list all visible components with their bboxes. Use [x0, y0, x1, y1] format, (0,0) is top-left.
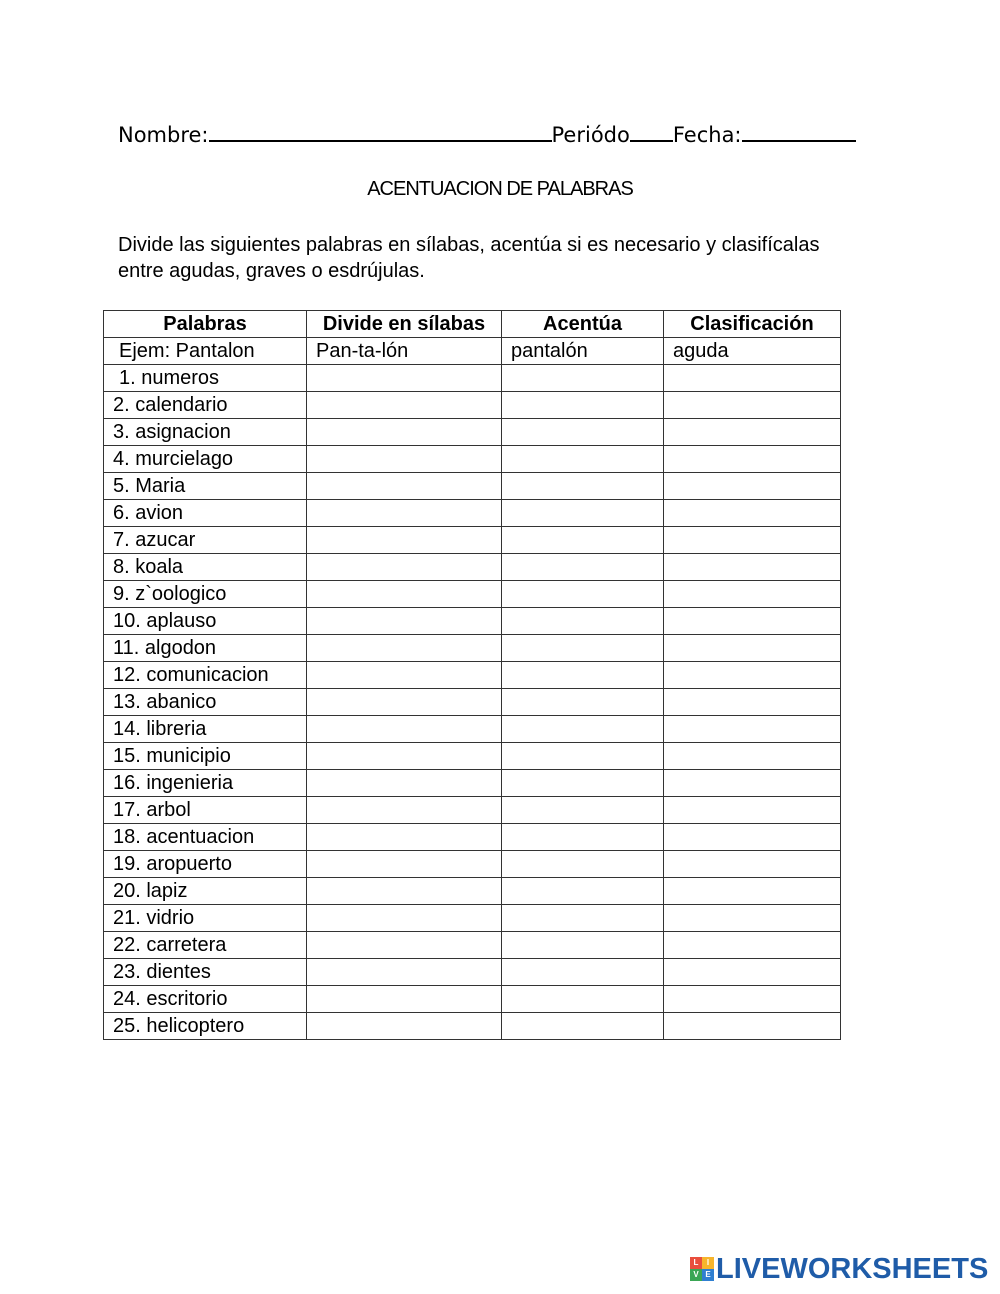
syllables-input[interactable] [307, 878, 502, 905]
classification-input[interactable] [664, 446, 841, 473]
table-row [104, 932, 841, 959]
word-cell: 2. calendario [104, 392, 307, 419]
accent-input[interactable] [502, 608, 664, 635]
syllables-input[interactable] [307, 554, 502, 581]
accent-input[interactable] [502, 635, 664, 662]
classification-input[interactable] [664, 500, 841, 527]
syllables-input[interactable] [307, 743, 502, 770]
logo-letter-e: E [702, 1269, 714, 1281]
syllables-input[interactable] [307, 959, 502, 986]
table-row [104, 743, 841, 770]
table-row [104, 635, 841, 662]
logo-letter-l: L [690, 1257, 702, 1269]
accent-input[interactable] [502, 797, 664, 824]
classification-input[interactable] [664, 635, 841, 662]
accent-input[interactable] [502, 419, 664, 446]
date-label: Fecha: [672, 123, 742, 147]
table-row [104, 608, 841, 635]
classification-input[interactable] [664, 554, 841, 581]
words-table [103, 310, 841, 1040]
table-row [104, 959, 841, 986]
example-accent: pantalón [502, 338, 664, 365]
classification-input[interactable] [664, 932, 841, 959]
word-cell: 9. z`oologico [104, 581, 307, 608]
classification-input[interactable] [664, 878, 841, 905]
syllables-input[interactable] [307, 1013, 502, 1040]
syllables-input[interactable] [307, 905, 502, 932]
classification-input[interactable] [664, 743, 841, 770]
accent-input[interactable] [502, 878, 664, 905]
syllables-input[interactable] [307, 500, 502, 527]
name-label: Nombre: [118, 123, 209, 147]
table-row [104, 878, 841, 905]
word-cell: 7. azucar [104, 527, 307, 554]
table-row [104, 473, 841, 500]
classification-input[interactable] [664, 851, 841, 878]
accent-input[interactable] [502, 932, 664, 959]
syllables-input[interactable] [307, 797, 502, 824]
accent-input[interactable] [502, 986, 664, 1013]
syllables-input[interactable] [307, 527, 502, 554]
word-cell: 12. comunicacion [104, 662, 307, 689]
table-row [104, 986, 841, 1013]
accent-input[interactable] [502, 662, 664, 689]
syllables-input[interactable] [307, 365, 502, 392]
word-cell: 11. algodon [104, 635, 307, 662]
accent-input[interactable] [502, 689, 664, 716]
example-class: aguda [664, 338, 841, 365]
classification-input[interactable] [664, 365, 841, 392]
classification-input[interactable] [664, 797, 841, 824]
period-field[interactable] [630, 120, 673, 142]
table-row [104, 419, 841, 446]
accent-input[interactable] [502, 365, 664, 392]
accent-input[interactable] [502, 392, 664, 419]
word-cell: 24. escritorio [104, 986, 307, 1013]
accent-input[interactable] [502, 500, 664, 527]
syllables-input[interactable] [307, 473, 502, 500]
header-acentua: Acentúa [502, 311, 664, 338]
word-cell: 5. Maria [104, 473, 307, 500]
table-row [104, 527, 841, 554]
word-cell: 14. libreria [104, 716, 307, 743]
worksheet-title: ACENTUACION DE PALABRAS [367, 178, 633, 200]
syllables-input[interactable] [307, 419, 502, 446]
classification-input[interactable] [664, 662, 841, 689]
word-cell: 22. carretera [104, 932, 307, 959]
logo-letter-v: V [690, 1269, 702, 1281]
word-cell: 25. helicoptero [104, 1013, 307, 1040]
accent-input[interactable] [502, 959, 664, 986]
classification-input[interactable] [664, 392, 841, 419]
syllables-input[interactable] [307, 716, 502, 743]
syllables-input[interactable] [307, 689, 502, 716]
table-row [104, 797, 841, 824]
accent-input[interactable] [502, 554, 664, 581]
table-row [104, 365, 841, 392]
classification-input[interactable] [664, 716, 841, 743]
header-divide: Divide en sílabas [307, 311, 502, 338]
table-row [104, 554, 841, 581]
classification-input[interactable] [664, 770, 841, 797]
header-palabras: Palabras [104, 311, 307, 338]
syllables-input[interactable] [307, 635, 502, 662]
accent-input[interactable] [502, 716, 664, 743]
classification-input[interactable] [664, 905, 841, 932]
table-row [104, 392, 841, 419]
word-cell: 4. murcielago [104, 446, 307, 473]
word-cell: 21. vidrio [104, 905, 307, 932]
instructions-text: Divide las siguientes palabras en sílabas, acentúa si es necesario y clasifícalas entre agudas, graves o esdrújulas. [118, 234, 820, 282]
table-header-row [104, 311, 841, 338]
table-row [104, 905, 841, 932]
accent-input[interactable] [502, 527, 664, 554]
word-cell: 16. ingenieria [104, 770, 307, 797]
classification-input[interactable] [664, 689, 841, 716]
syllables-input[interactable] [307, 392, 502, 419]
word-cell: 6. avion [104, 500, 307, 527]
accent-input[interactable] [502, 1013, 664, 1040]
word-cell: 17. arbol [104, 797, 307, 824]
word-cell: 15. municipio [104, 743, 307, 770]
table-row [104, 581, 841, 608]
syllables-input[interactable] [307, 986, 502, 1013]
classification-input[interactable] [664, 1013, 841, 1040]
table-row [104, 716, 841, 743]
word-cell: 10. aplauso [104, 608, 307, 635]
word-cell: 8. koala [104, 554, 307, 581]
table-row [104, 1013, 841, 1040]
classification-input[interactable] [664, 824, 841, 851]
logo-text: LIVEWORKSHEETS [716, 1252, 989, 1285]
syllables-input[interactable] [307, 770, 502, 797]
accent-input[interactable] [502, 446, 664, 473]
liveworksheets-logo [690, 1253, 988, 1285]
word-cell: 18. acentuacion [104, 824, 307, 851]
syllables-input[interactable] [307, 662, 502, 689]
table-row [104, 500, 841, 527]
classification-input[interactable] [664, 986, 841, 1013]
word-cell: 3. asignacion [104, 419, 307, 446]
syllables-input[interactable] [307, 608, 502, 635]
word-cell: 1. numeros [104, 365, 307, 392]
accent-input[interactable] [502, 851, 664, 878]
student-info-line [118, 120, 878, 152]
classification-input[interactable] [664, 473, 841, 500]
word-cell: 19. aropuerto [104, 851, 307, 878]
syllables-input[interactable] [307, 824, 502, 851]
example-row [104, 338, 841, 365]
header-clasificacion: Clasificación [664, 311, 841, 338]
table-row [104, 851, 841, 878]
word-cell: 20. lapiz [104, 878, 307, 905]
classification-input[interactable] [664, 527, 841, 554]
classification-input[interactable] [664, 419, 841, 446]
word-cell: 13. abanico [104, 689, 307, 716]
classification-input[interactable] [664, 608, 841, 635]
table-row [104, 824, 841, 851]
accent-input[interactable] [502, 824, 664, 851]
logo-letter-i: I [702, 1257, 714, 1269]
classification-input[interactable] [664, 581, 841, 608]
word-cell: 23. dientes [104, 959, 307, 986]
accent-input[interactable] [502, 581, 664, 608]
table-row [104, 689, 841, 716]
syllables-input[interactable] [307, 851, 502, 878]
accent-input[interactable] [502, 905, 664, 932]
syllables-input[interactable] [307, 446, 502, 473]
name-field[interactable] [209, 120, 552, 142]
example-word: Ejem: Pantalon [104, 338, 307, 365]
liveworksheets-logo-icon [690, 1257, 714, 1281]
date-field[interactable] [742, 120, 856, 142]
accent-input[interactable] [502, 770, 664, 797]
table-row [104, 770, 841, 797]
accent-input[interactable] [502, 473, 664, 500]
syllables-input[interactable] [307, 932, 502, 959]
syllables-input[interactable] [307, 581, 502, 608]
classification-input[interactable] [664, 959, 841, 986]
period-label: Periódo [551, 123, 630, 147]
table-row [104, 446, 841, 473]
example-syllables: Pan-ta-lón [307, 338, 502, 365]
table-row [104, 662, 841, 689]
accent-input[interactable] [502, 743, 664, 770]
